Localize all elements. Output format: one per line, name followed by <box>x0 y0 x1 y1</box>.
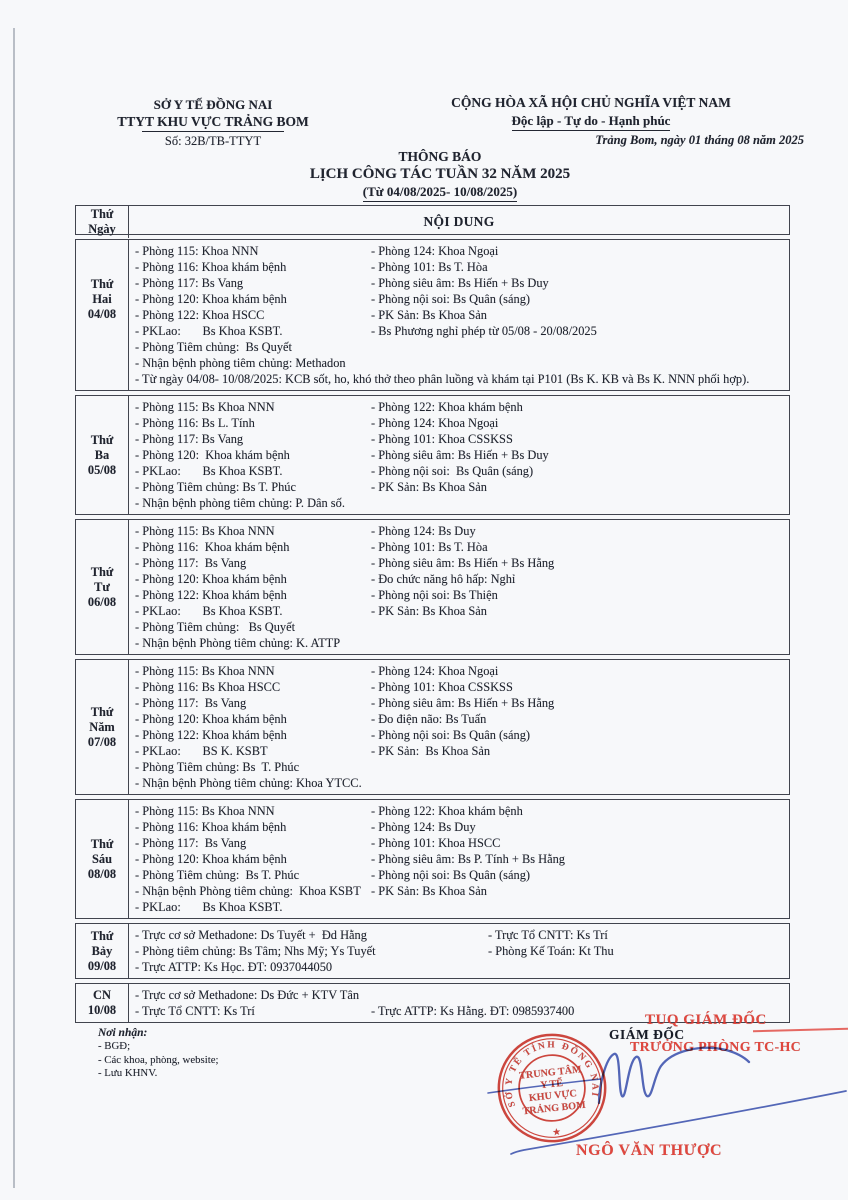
recipient-item: - Các khoa, phòng, website; <box>98 1053 219 1066</box>
schedule-item: - Phòng 115: Khoa NNN <box>135 244 259 258</box>
schedule-item: - Phòng 116: Bs L. Tính <box>135 416 255 430</box>
national-motto: Độc lập - Tự do - Hạnh phúc <box>512 113 671 131</box>
issuing-org-block <box>88 97 338 149</box>
schedule-item: - Phòng 120: Khoa khám bệnh <box>135 448 290 462</box>
day-label: Thứ <box>90 704 114 719</box>
national-title: CỘNG HÒA XÃ HỘI CHỦ NGHĨA VIỆT NAM <box>451 95 731 110</box>
schedule-item: - Phòng 115: Bs Khoa NNN <box>135 664 275 678</box>
schedule-item: - PKLao: Bs Khoa KSBT. <box>135 900 283 914</box>
day-cell <box>76 520 129 654</box>
content-cell <box>129 240 789 390</box>
schedule-item: - Nhận bệnh Phòng tiêm chủng: Khoa KSBT <box>135 884 361 898</box>
schedule-item: - Trực cơ sở Methadone: Ds Tuyết + Đd Hằng <box>135 928 367 942</box>
day-label: Sáu <box>92 851 112 866</box>
schedule-item: - PK Sản: Bs Khoa Sản <box>371 744 491 758</box>
schedule-item: - Phòng 124: Khoa Ngoại <box>371 244 499 258</box>
schedule-item: - Phòng nội soi: Bs Thiện <box>371 588 498 602</box>
schedule-item: - PK Sản: Bs Khoa Sản <box>371 884 487 898</box>
schedule-item: - Nhận bệnh Phòng tiêm chủng: K. ATTP <box>135 636 341 650</box>
schedule-item: - PK Sản: Bs Khoa Sản <box>371 480 487 494</box>
schedule-item: - Phòng nội soi: Bs Quân (sáng) <box>371 464 534 478</box>
schedule-rows <box>75 239 790 1023</box>
content-left-column <box>135 663 371 791</box>
schedule-title: LỊCH CÔNG TÁC TUẦN 32 NĂM 2025 <box>309 166 571 182</box>
schedule-item: - Phòng Tiêm chủng: Bs Quyết <box>135 340 292 354</box>
schedule-item: - Phòng 116: Bs Khoa HSCC <box>135 680 281 694</box>
content-right-column <box>371 663 785 791</box>
schedule-item: - Nhận bệnh Phòng tiêm chủng: Khoa YTCC. <box>135 776 362 790</box>
day-label: 07/08 <box>87 734 117 749</box>
day-cell <box>76 396 129 514</box>
schedule-item: - Trực cơ sở Methadone: Ds Đức + KTV Tân <box>135 988 360 1002</box>
day-cell <box>76 984 129 1022</box>
schedule-item: - Phòng 120: Khoa khám bệnh <box>135 572 287 586</box>
schedule-item: - Phòng 101: Khoa CSSKSS <box>371 432 513 446</box>
org-unit-name: TTYT KHU VỰC TRẢNG BOM <box>117 114 309 129</box>
table-row <box>75 659 790 795</box>
org-underline <box>142 131 284 132</box>
schedule-item: - Phòng 122: Khoa khám bệnh <box>371 400 523 414</box>
recipient-item: - Lưu KHNV. <box>98 1067 158 1079</box>
schedule-item: - Phòng nội soi: Bs Quân (sáng) <box>371 868 531 882</box>
schedule-item: - Phòng 124: Bs Duy <box>371 524 476 538</box>
schedule-item: - Phòng 120: Khoa khám bệnh <box>135 852 287 866</box>
content-cell <box>129 660 789 794</box>
content-columns <box>135 243 785 355</box>
content-right-column <box>371 803 785 915</box>
schedule-item: - Phòng 117: Bs Vang <box>135 696 247 710</box>
schedule-item: - Phòng 117: Bs Vang <box>135 432 244 446</box>
schedule-item: - Phòng 122: Khoa khám bệnh <box>135 588 287 602</box>
schedule-item: - Phòng 101: Bs T. Hòa <box>371 540 488 554</box>
schedule-item: - Bs Phương nghỉ phép từ 05/08 - 20/08/2025 <box>371 324 597 338</box>
day-cell <box>76 800 129 918</box>
day-label: Bảy <box>91 943 113 958</box>
schedule-item: - Phòng 120: Khoa khám bệnh <box>135 712 287 726</box>
day-cell <box>76 660 129 794</box>
title-block <box>80 149 800 202</box>
schedule-item: - Phòng 122: Khoa HSCC <box>135 308 265 322</box>
authorized-signer-title: TUQ GIÁM ĐỐC <box>645 1012 767 1028</box>
schedule-item: - Phòng nội soi: Bs Quân (sáng) <box>371 292 531 306</box>
content-left-column <box>135 987 371 1019</box>
schedule-item: - Phòng 115: Bs Khoa NNN <box>135 524 275 538</box>
schedule-item: - Phòng 122: Khoa khám bệnh <box>135 728 287 742</box>
schedule-item: - Phòng 101: Bs T. Hòa <box>371 260 488 274</box>
schedule-item: - Phòng 117: Bs Vang <box>135 276 244 290</box>
schedule-item: - Phòng 124: Khoa Ngoại <box>371 664 499 678</box>
day-label: 08/08 <box>87 866 117 881</box>
table-row <box>75 239 790 391</box>
schedule-item: - PK Sản: Bs Khoa Sản <box>371 308 487 322</box>
schedule-table <box>75 205 790 1023</box>
schedule-item: - Phòng 117: Bs Vang <box>135 556 247 570</box>
day-label: Tư <box>94 579 110 594</box>
schedule-item: - Phòng 120: Khoa khám bệnh <box>135 292 287 306</box>
day-label: 04/08 <box>87 306 117 321</box>
schedule-item: - Đo điện não: Bs Tuấn <box>371 712 487 726</box>
day-label: Hai <box>92 291 112 306</box>
content-cell <box>129 924 789 978</box>
schedule-item: - Phòng 116: Khoa khám bệnh <box>135 260 287 274</box>
day-header-line1: Thứ <box>90 207 114 221</box>
schedule-item: - Phòng 116: Khoa khám bệnh <box>135 820 287 834</box>
table-row <box>75 519 790 655</box>
table-row <box>75 395 790 515</box>
content-right-column <box>488 927 785 975</box>
schedule-item: - Phòng 101: Khoa CSSKSS <box>371 680 513 694</box>
content-left-column <box>135 803 371 915</box>
schedule-item: - Phòng 122: Khoa khám bệnh <box>371 804 523 818</box>
recipients-block <box>98 1027 219 1081</box>
schedule-item <box>371 987 785 1003</box>
day-label: 09/08 <box>87 958 117 973</box>
day-label: Thứ <box>90 928 114 943</box>
recipients-title: Nơi nhận: <box>98 1027 148 1039</box>
stamp-center-line: TRẢNG BOM <box>522 1099 587 1118</box>
schedule-item: - Trực ATTP: Ks Học. ĐT: 0937044050 <box>135 960 333 974</box>
day-cell <box>76 240 129 390</box>
schedule-note: - Nhận bệnh phòng tiêm chủng: Methadon <box>135 356 346 370</box>
national-header-block <box>372 95 810 148</box>
day-label: 06/08 <box>87 594 117 609</box>
day-label: Thứ <box>90 836 114 851</box>
schedule-item: - Phòng siêu âm: Bs Hiến + Bs Duy <box>371 276 549 290</box>
content-cell <box>129 800 789 918</box>
stamp-center-line: TRUNG TÂM <box>518 1064 583 1082</box>
schedule-item: - Phòng siêu âm: Bs Hiến + Bs Hằng <box>371 696 555 710</box>
stamp-center-line: Y TẾ <box>539 1077 564 1092</box>
schedule-item: - PKLao: BS K. KSBT <box>135 744 268 758</box>
stamp-star-icon: ★ <box>551 1126 562 1139</box>
day-label: CN <box>93 988 111 1002</box>
date-range: (Từ 04/08/2025- 10/08/2025) <box>363 184 517 202</box>
schedule-item: - Phòng Tiêm chủng: Bs Quyết <box>135 620 296 634</box>
content-right-column <box>371 243 785 355</box>
day-header-line2: Ngày <box>88 222 116 236</box>
schedule-item: - Trực Tổ CNTT: Ks Trí <box>135 1004 255 1018</box>
recipient-item: - BGĐ; <box>98 1040 131 1052</box>
content-right-column <box>371 523 785 651</box>
content-left-column <box>135 399 371 511</box>
content-columns <box>135 663 785 791</box>
schedule-item: - Phòng 117: Bs Vang <box>135 836 247 850</box>
content-columns <box>135 927 785 975</box>
schedule-item: - Phòng 124: Khoa Ngoại <box>371 416 499 430</box>
schedule-item: - Đo chức năng hô hấp: Nghỉ <box>371 572 516 586</box>
table-header-row <box>75 205 790 235</box>
content-cell <box>129 396 789 514</box>
content-columns <box>135 803 785 915</box>
director-title: GIÁM ĐỐC <box>609 1027 685 1042</box>
scan-edge-line <box>13 28 15 1188</box>
schedule-item: - Phòng tiêm chủng: Bs Tâm; Nhs Mỹ; Ys Tuyết <box>135 944 376 958</box>
schedule-item: - Phòng Tiêm chủng: Bs T. Phúc <box>135 760 300 774</box>
schedule-item: - Phòng 116: Khoa khám bệnh <box>135 540 290 554</box>
schedule-item: - Phòng Tiêm chủng: Bs T. Phúc <box>135 480 296 494</box>
table-row <box>75 799 790 919</box>
org-department: SỞ Y TẾ ĐỒNG NAI <box>153 97 273 112</box>
schedule-item: - Phòng siêu âm: Bs Hiến + Bs Hằng <box>371 556 555 570</box>
day-label: Năm <box>89 719 115 734</box>
schedule-item: - Phòng Tiêm chủng: Bs T. Phúc <box>135 868 300 882</box>
schedule-item: - Phòng siêu âm: Bs Hiến + Bs Duy <box>371 448 549 462</box>
day-column-header <box>76 206 129 238</box>
schedule-item: - Phòng 101: Khoa HSCC <box>371 836 501 850</box>
schedule-item: - Nhận bệnh phòng tiêm chủng: P. Dân số. <box>135 496 345 510</box>
day-label: Thứ <box>90 432 114 447</box>
day-label: Thứ <box>90 564 114 579</box>
schedule-item: - Phòng nội soi: Bs Quân (sáng) <box>371 728 531 742</box>
table-row <box>75 923 790 979</box>
schedule-item: - PK Sản: Bs Khoa Sản <box>371 604 487 618</box>
content-left-column <box>135 243 371 355</box>
content-column-header: NỘI DUNG <box>423 214 495 229</box>
schedule-note: - Từ ngày 04/08- 10/08/2025: KCB sốt, ho, khó thở theo phân luồng và khám tại P101 (Bs K. KB và Bs K. NNN phối hợp). <box>135 372 750 386</box>
schedule-item: - Phòng siêu âm: Bs P. Tính + Bs Hằng <box>371 852 566 866</box>
day-label: 05/08 <box>87 462 117 477</box>
schedule-item: - Phòng 124: Bs Duy <box>371 820 476 834</box>
place-date-line: Trảng Bom, ngày 01 tháng 08 năm 2025 <box>595 133 804 147</box>
schedule-item: - Phòng Kế Toán: Kt Thu <box>488 944 614 958</box>
content-columns <box>135 399 785 511</box>
schedule-item: - Phòng 115: Bs Khoa NNN <box>135 804 275 818</box>
content-full-width <box>135 355 785 387</box>
schedule-item: - PKLao: Bs Khoa KSBT. <box>135 464 283 478</box>
content-cell <box>129 520 789 654</box>
schedule-item: - Trực Tổ CNTT: Ks Trí <box>488 928 608 942</box>
day-label: Ba <box>94 447 110 462</box>
content-left-column <box>135 927 488 975</box>
day-label: 10/08 <box>87 1003 117 1017</box>
day-cell <box>76 924 129 978</box>
schedule-item: - Trực ATTP: Ks Hằng. ĐT: 0985937400 <box>371 1004 575 1018</box>
signer-name: NGÔ VĂN THƯỢC <box>576 1142 723 1159</box>
schedule-item: - Phòng 115: Bs Khoa NNN <box>135 400 275 414</box>
signature <box>430 1020 848 1175</box>
stamp-center-line: KHU VỰC <box>528 1088 578 1105</box>
stamp-ring-text: SỞ Y TẾ TỈNH ĐỒNG NAI <box>504 1040 600 1109</box>
document-number: Số: 32B/TB-TTYT <box>164 134 262 148</box>
content-columns <box>135 523 785 651</box>
authorized-signer-role: TRƯỞNG PHÒNG TC-HC <box>630 1040 802 1055</box>
schedule-item: - PKLao: Bs Khoa KSBT. <box>135 604 283 618</box>
doc-type-title: THÔNG BÁO <box>398 149 482 164</box>
recipients-list <box>98 1040 219 1081</box>
content-left-column <box>135 523 371 651</box>
content-right-column <box>371 399 785 511</box>
schedule-item: - PKLao: Bs Khoa KSBT. <box>135 324 283 338</box>
day-label: Thứ <box>90 276 114 291</box>
